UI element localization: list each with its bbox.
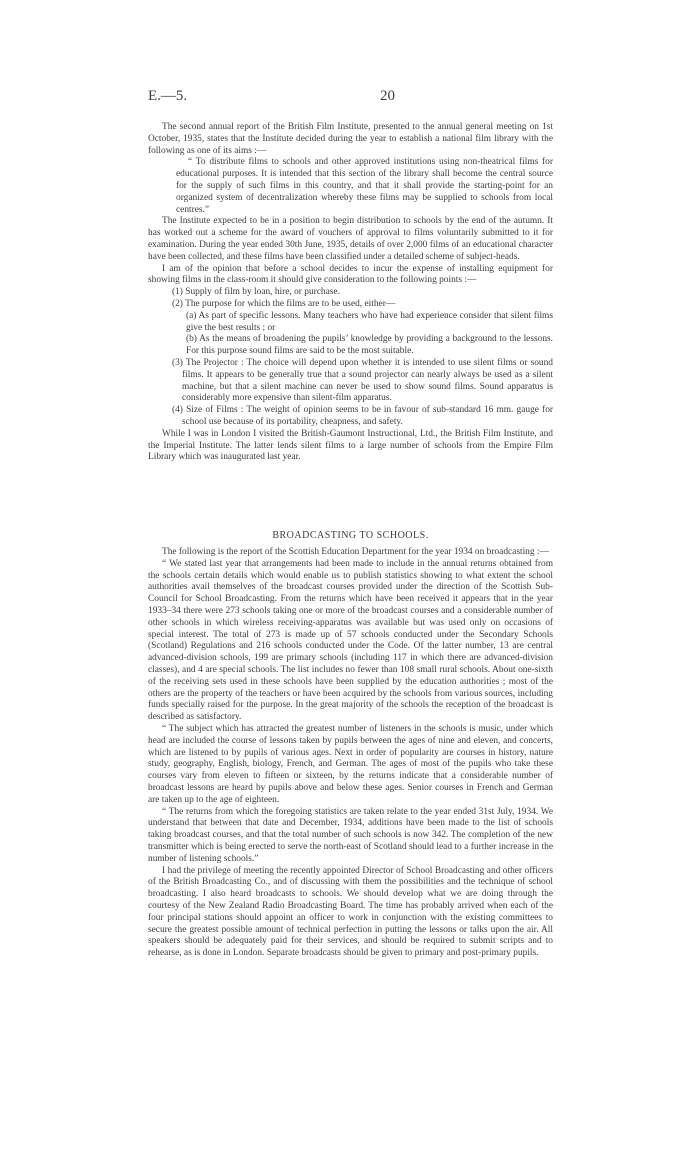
film-quote <box>148 157 553 216</box>
page-header <box>148 88 552 108</box>
film-paragraph-3: I am of the opinion that before a school decides to incur the expense of installing equipment for showing films in the class-room it should give consideration to the following points :— <box>148 263 553 286</box>
film-section <box>148 122 553 464</box>
broadcasting-intro: The following is the report of the Scottish Education Department for the year 1934 on broadcasting :— <box>162 547 549 557</box>
section-heading: BROADCASTING TO SCHOOLS. <box>272 530 429 541</box>
point-2: (2) The purpose for which the films are to be used, either— <box>172 298 396 309</box>
film-quote-text: “ To distribute films to schools and other approved institutions using non-theatrical films for educational purposes. It is intended that this section of the library shall become the central source for the supply of such films in this country, and that it shall provide the starting-point for an organized system of decentralization whereby these films may be supplied to schools from local centres.” <box>176 157 553 215</box>
film-paragraph-2: The Institute expected to be in a position to begin distribution to schools by the end of the autumn. It has worked out a scheme for the award of vouchers of approval to films voluntarily submitted to it for examination. During the year ended 30th June, 1935, details of over 2,000 films of an educational character have been collected, and these films have been classified under a detailed scheme of subject-heads. <box>148 216 553 262</box>
page-number: 20 <box>380 88 395 104</box>
report-code: E.—5. <box>148 88 188 104</box>
broadcasting-quote-2: “ The subject which has attracted the greatest number of listeners in the schools is music, under which head are included the course of lessons taken by pupils between the ages of nine and eleven, and concerts, which are listened to by pupils of various ages. Next in order of popularity are courses in history, nature study, geography, English, biology, French, and German. The ages of most of the pupils who take these courses vary from eleven to fifteen or sixteen, by the returns indicate that a considerable number of broadcast lessons are heard by pupils above and below these ages. Senior courses in French and German are taken up to the age of eighteen. <box>148 723 553 805</box>
broadcasting-paragraph: I had the privilege of meeting the recently appointed Director of School Broadcasting and other officers of the British Broadcasting Co., and of discussing with them the possibilities and the technique of school broadcasting. I also heard broadcasts to schools. We should develop what we are doing through the courtesy of the New Zealand Radio Broadcasting Board. The time has probably arrived when each of the four principal stations should appoint an officer to work in conjunction with the existing committees to secure the greatest possible amount of technical perfection in putting the lessons or talks upon the air. All speakers should be adequately paid for their services, and should be required to submit scripts and to rehearse, as is done in London. Separate broadcasts should be given to primary and post-primary pupils. <box>148 865 553 959</box>
point-3: (3) The Projector : The choice will depend upon whether it is intended to use silent films or sound films. It appears to be generally true that a sound projector can nearly always be used as a silent machine, but that a silent machine can never be used to show sound films. Sound apparatus is considerably more expensive than silent-film apparatus. <box>172 357 553 404</box>
broadcasting-section <box>148 547 553 960</box>
film-intro-paragraph: The second annual report of the British Film Institute, presented to the annual general meeting on 1st October, 1935, states that the Institute decided during the year to establish a national film library with the following as one of its aims :— <box>148 122 553 156</box>
point-2b: (b) As the means of broadening the pupils’ knowledge by providing a background to the lessons. For this purpose sound films are said to be the most suitable. <box>186 334 553 357</box>
point-4: (4) Size of Films : The weight of opinion seems to be in favour of sub-standard 16 mm. gauge for school use because of its portability, cheapness, and safety. <box>172 405 553 427</box>
point-2a: (a) As part of specific lessons. Many teachers who have had experience consider that silent films give the best results ; or <box>186 310 553 333</box>
broadcasting-quote-1: “ We stated last year that arrangements had been made to include in the annual returns obtained from the schools certain details which would enable us to publish statistics showing to what extent the school authorities avail themselves of the broadcast courses provided under the direction of the Scottish Sub-Council for School Broadcasting. From the returns which have been received it appears that in the year 1933–34 there were 273 schools taking one or more of the broadcast courses and a considerable number of other schools in which wireless receiving-apparatus was available but was used only on occasions of special interest. The total of 273 is made up of 57 schools conducted under the Secondary Schools (Scotland) Regulations and 216 schools conducted under the Code. Of the latter number, 13 are central advanced-division schools, 199 are primary schools (including 117 in which there are advanced-division classes), and 4 are special schools. The list includes no fewer than 108 small rural schools. About one-sixth of the receiving sets used in these schools have been supplied by the education authorities ; most of the others are the property of the teachers or have been acquired by the schools from various sources, including funds specially raised for the purpose. In the great majority of the schools the reception of the broadcast is described as satisfactory. <box>148 558 553 723</box>
point-1: (1) Supply of film by loan, hire, or purchase. <box>172 287 340 298</box>
points-list <box>148 287 553 429</box>
film-paragraph-4: While I was in London I visited the British-Gaumont Instructional, Ltd., the British Film Institute, and the Imperial Institute. The latter lends silent films to a large number of schools from the Empire Film Library which was inaugurated last year. <box>148 428 553 463</box>
broadcasting-quote-3: “ The returns from which the foregoing statistics are taken relate to the year ended 31st July, 1934. We understand that between that date and December, 1934, additions have been made to the list of schools taking broadcast courses, and that the total number of such schools is now 342. The completion of the new transmitter which is being erected to serve the north-east of Scotland should lead to a further increase in the number of listening schools.” <box>148 806 553 864</box>
